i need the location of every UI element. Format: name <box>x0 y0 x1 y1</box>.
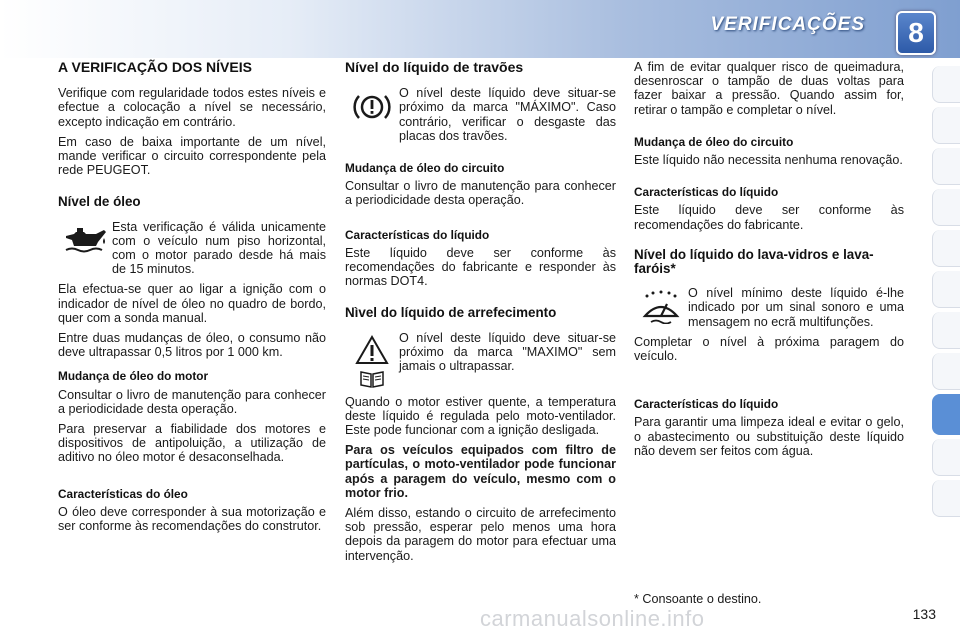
chapter-tab[interactable] <box>932 148 960 185</box>
coolant-warning-icon <box>355 335 389 365</box>
brake-spec-heading: Características do líquido <box>345 227 490 242</box>
chapter-tabs <box>932 66 960 521</box>
brake-fluid-heading: Nível do líquido de travões <box>345 59 524 75</box>
column-1 <box>58 60 326 539</box>
oil-can-icon <box>58 220 112 254</box>
column-2 <box>345 60 616 569</box>
page-number: 133 <box>912 606 936 622</box>
coolant-final-paragraph: Além disso, estando o circuito de arrefecimento sob pressão, esperar pelo menos uma hora depois da paragem do motor para efectuar uma intervenção. <box>345 506 616 563</box>
coolant-note-text-1: O nível deste líquido deve situar-se próximo da marca "MAXIMO" sem jamais o ultrapassar. <box>399 330 616 374</box>
coolant-heading: Nìvel do líquido de arrefecimento <box>345 305 557 321</box>
washer-fluid-heading: Nível do líquido do lava-vidros e lava-faróis* <box>634 246 874 277</box>
chapter-tab[interactable] <box>932 271 960 308</box>
brake-change-paragraph: Consultar o livro de manutenção para conhecer a periodicidade desta operação. <box>345 179 616 208</box>
oil-spec-paragraph: O óleo deve corresponder à sua motorização e ser conforme às recomendações do construtor. <box>58 504 326 534</box>
coolant-spec-heading: Características do líquido <box>634 185 779 200</box>
coolant-change-heading: Mudança de óleo do circuito <box>634 134 794 149</box>
washer-spec-paragraph: Para garantir uma limpeza ideal e evitar o gelo, o abastecimento ou substituição deste líquido não devem ser feitos com água. <box>634 415 904 458</box>
oil-spec-heading: Características do óleo <box>58 486 188 501</box>
chapter-tab[interactable] <box>932 353 960 390</box>
oil-paragraph-2: Entre duas mudanças de óleo, o consumo não deve ultrapassar 0,5 litros por 1 000 km. <box>58 331 326 360</box>
intro-paragraph-2: Em caso de baixa importante de um nível, mande verificar o circuito correspondente pela rede PEUGEOT. <box>58 134 326 178</box>
washer-paragraph: Completar o nível à próxima paragem do veículo. <box>634 334 904 364</box>
oil-change-paragraph-2: Para preservar a fiabilidade dos motores e dispositivos de antipoluição, a utilização de aditivo no óleo motor é desaconselhada. <box>58 422 326 465</box>
coolant-paragraph: Quando o motor estiver quente, a temperatura deste líquido é regulada pelo moto-ventilador. Este pode funcionar com a ignição desligada. <box>345 394 616 438</box>
washer-fluid-note-text: O nível mínimo deste líquido é-lhe indicado por um sinal sonoro e uma mensagem no ecrã multifunções. <box>688 286 904 329</box>
brake-fluid-note-text: O nível deste líquido deve situar-se próximo da marca "MÁXIMO". Caso contrário, verificar o desgaste das placas dos travões. <box>399 86 616 143</box>
chapter-number-badge: 8 <box>896 11 936 55</box>
chapter-tab[interactable] <box>932 312 960 349</box>
coolant-continued-paragraph: A fim de evitar qualquer risco de queimadura, desenroscar o tampão de duas voltas para fazer baixar a pressão. Quando assim for, retirar o tampão e completar o nível. <box>634 60 904 117</box>
brake-spec-paragraph: Este líquido deve ser conforme às recomendações do fabricante e responder às normas DOT4. <box>345 245 616 289</box>
brake-fluid-note <box>345 86 616 143</box>
oil-level-note <box>58 220 326 277</box>
brake-change-heading: Mudança de óleo do circuito <box>345 161 505 176</box>
coolant-note-text <box>399 331 616 380</box>
washer-fluid-note <box>634 286 904 329</box>
watermark: carmanualsonline.info <box>480 606 705 631</box>
column-3 <box>634 60 904 606</box>
intro-paragraph-1: Verifique com regularidade todos estes níveis e efectue a colocação a nível se necessário, excepto indicação em contrário. <box>58 86 326 129</box>
section-title: A VERIFICAÇÃO DOS NÍVEIS <box>58 59 252 75</box>
coolant-change-paragraph: Este líquido não necessita nenhuma renovação. <box>634 153 903 168</box>
oil-change-heading: Mudança de óleo do motor <box>58 369 209 384</box>
footnote: * Consoante o destino. <box>634 592 762 606</box>
chapter-tab[interactable] <box>932 439 960 476</box>
coolant-icons <box>345 331 399 389</box>
coolant-spec-paragraph: Este líquido deve ser conforme às recomendações do fabricante. <box>634 203 904 232</box>
chapter-tab[interactable] <box>932 230 960 267</box>
chapter-tab[interactable] <box>932 66 960 103</box>
manual-book-icon <box>359 369 385 389</box>
chapter-tab[interactable] <box>932 480 960 517</box>
brake-warning-icon <box>345 86 399 124</box>
chapter-tab-active[interactable] <box>932 394 960 435</box>
oil-level-note-text: Esta verificação é válida unicamente com o veículo num piso horizontal, com o motor parado desde há mais de 15 minutos. <box>112 219 326 277</box>
chapter-tab[interactable] <box>932 107 960 144</box>
washer-spec-heading: Características do líquido <box>634 397 779 412</box>
oil-paragraph-1: Ela efectua-se quer ao ligar a ignição com o indicador de nível de óleo no quadro de bordo, quer com a sonda manual. <box>58 282 326 325</box>
chapter-title: VERIFICAÇÕES <box>710 14 865 35</box>
oil-level-heading: Nível de óleo <box>58 194 141 210</box>
coolant-note <box>345 331 616 389</box>
chapter-tab[interactable] <box>932 189 960 226</box>
coolant-warning-paragraph: Para os veículos equipados com filtro de partículas, o moto-ventilador pode funcionar após a paragem do veículo, mesmo com o motor frio. <box>345 443 616 500</box>
oil-change-paragraph-1: Consultar o livro de manutenção para conhecer a periodicidade desta operação. <box>58 387 326 416</box>
chapter-header <box>0 0 960 58</box>
washer-icon <box>634 286 688 324</box>
